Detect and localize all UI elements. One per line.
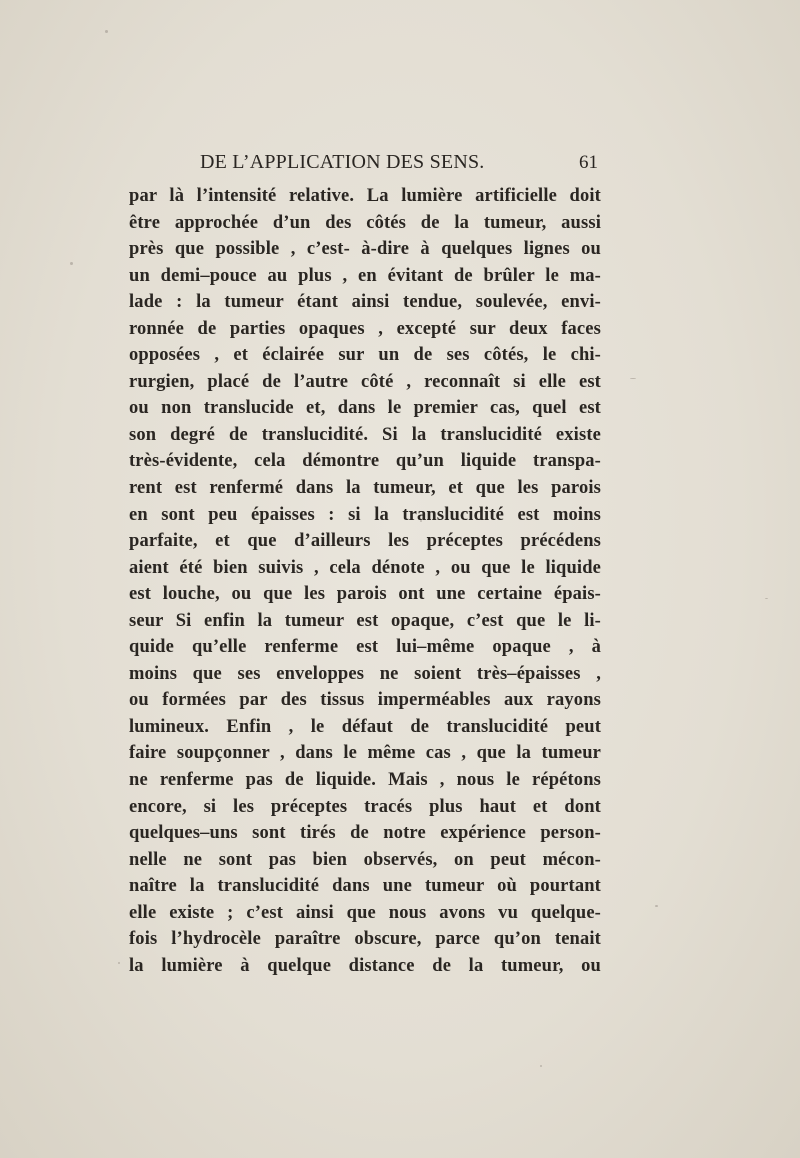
paper-speck [70, 262, 73, 265]
text-line: quide qu’elle renferme est lui–même opaque , à [129, 637, 601, 658]
text-line: par là l’intensité relative. La lumière artificielle doit [129, 186, 601, 206]
text-line: ou non translucide et, dans le premier cas, quel est [129, 398, 601, 419]
text-line: naître la translucidité dans une tumeur où pourtant [129, 876, 601, 897]
running-title: DE L’APPLICATION DES SENS. [200, 151, 485, 173]
text-line: est louche, ou que les parois ont une certaine épais- [129, 584, 601, 605]
text-line: opposées , et éclairée sur un de ses côtés, le chi- [129, 345, 601, 366]
text-line: seur Si enfin la tumeur est opaque, c’est que le li- [129, 610, 601, 631]
text-line: très-évidente, cela démontre qu’un liquide transpa- [129, 451, 601, 472]
text-line: son degré de translucidité. Si la translucidité existe [129, 424, 601, 445]
body-text [129, 183, 601, 979]
text-line: moins que ses enveloppes ne soient très–épaisses , [129, 663, 601, 684]
paper-speck [105, 30, 108, 33]
text-line: elle existe ; c’est ainsi que nous avons vu quelque- [129, 902, 601, 923]
paper-speck [630, 378, 636, 379]
text-line: quelques–uns sont tirés de notre expérience person- [129, 823, 601, 844]
page-number: 61 [579, 152, 598, 173]
text-line: nelle ne sont pas bien observés, on peut mécon- [129, 849, 601, 870]
text-line: faire soupçonner , dans le même cas , que la tumeur [129, 743, 601, 764]
text-line: ronnée de parties opaques , excepté sur deux faces [129, 318, 601, 339]
page-header [200, 151, 610, 181]
text-line: près que possible , c’est- à-dire à quelques lignes ou [129, 239, 601, 260]
text-line: en sont peu épaisses : si la translucidité est moins [129, 504, 601, 525]
text-line: fois l’hydrocèle paraître obscure, parce qu’on tenait [129, 929, 601, 950]
text-line: la lumière à quelque distance de la tumeur, ou [129, 955, 601, 976]
text-line: encore, si les préceptes tracés plus haut et dont [129, 796, 601, 817]
text-line: aient été bien suivis , cela dénote , ou que le liquide [129, 557, 601, 578]
paper-speck [765, 598, 768, 599]
text-line: ou formées par des tissus imperméables aux rayons [129, 690, 601, 711]
text-line: rent est renfermé dans la tumeur, et que les parois [129, 478, 601, 499]
text-line: un demi–pouce au plus , en évitant de brûler le ma- [129, 265, 601, 286]
text-line: parfaite, et que d’ailleurs les préceptes précédens [129, 531, 601, 552]
paper-speck [540, 1065, 542, 1067]
text-line: être approchée d’un des côtés de la tumeur, aussi [129, 212, 601, 233]
text-line: rurgien, placé de l’autre côté , reconnaît si elle est [129, 371, 601, 392]
paper-speck [118, 962, 120, 964]
text-line: lumineux. Enfin , le défaut de translucidité peut [129, 716, 601, 737]
text-line: ne renferme pas de liquide. Mais , nous le répétons [129, 770, 601, 791]
text-line: lade : la tumeur étant ainsi tendue, soulevée, envi- [129, 292, 601, 313]
paper-speck [655, 905, 658, 907]
